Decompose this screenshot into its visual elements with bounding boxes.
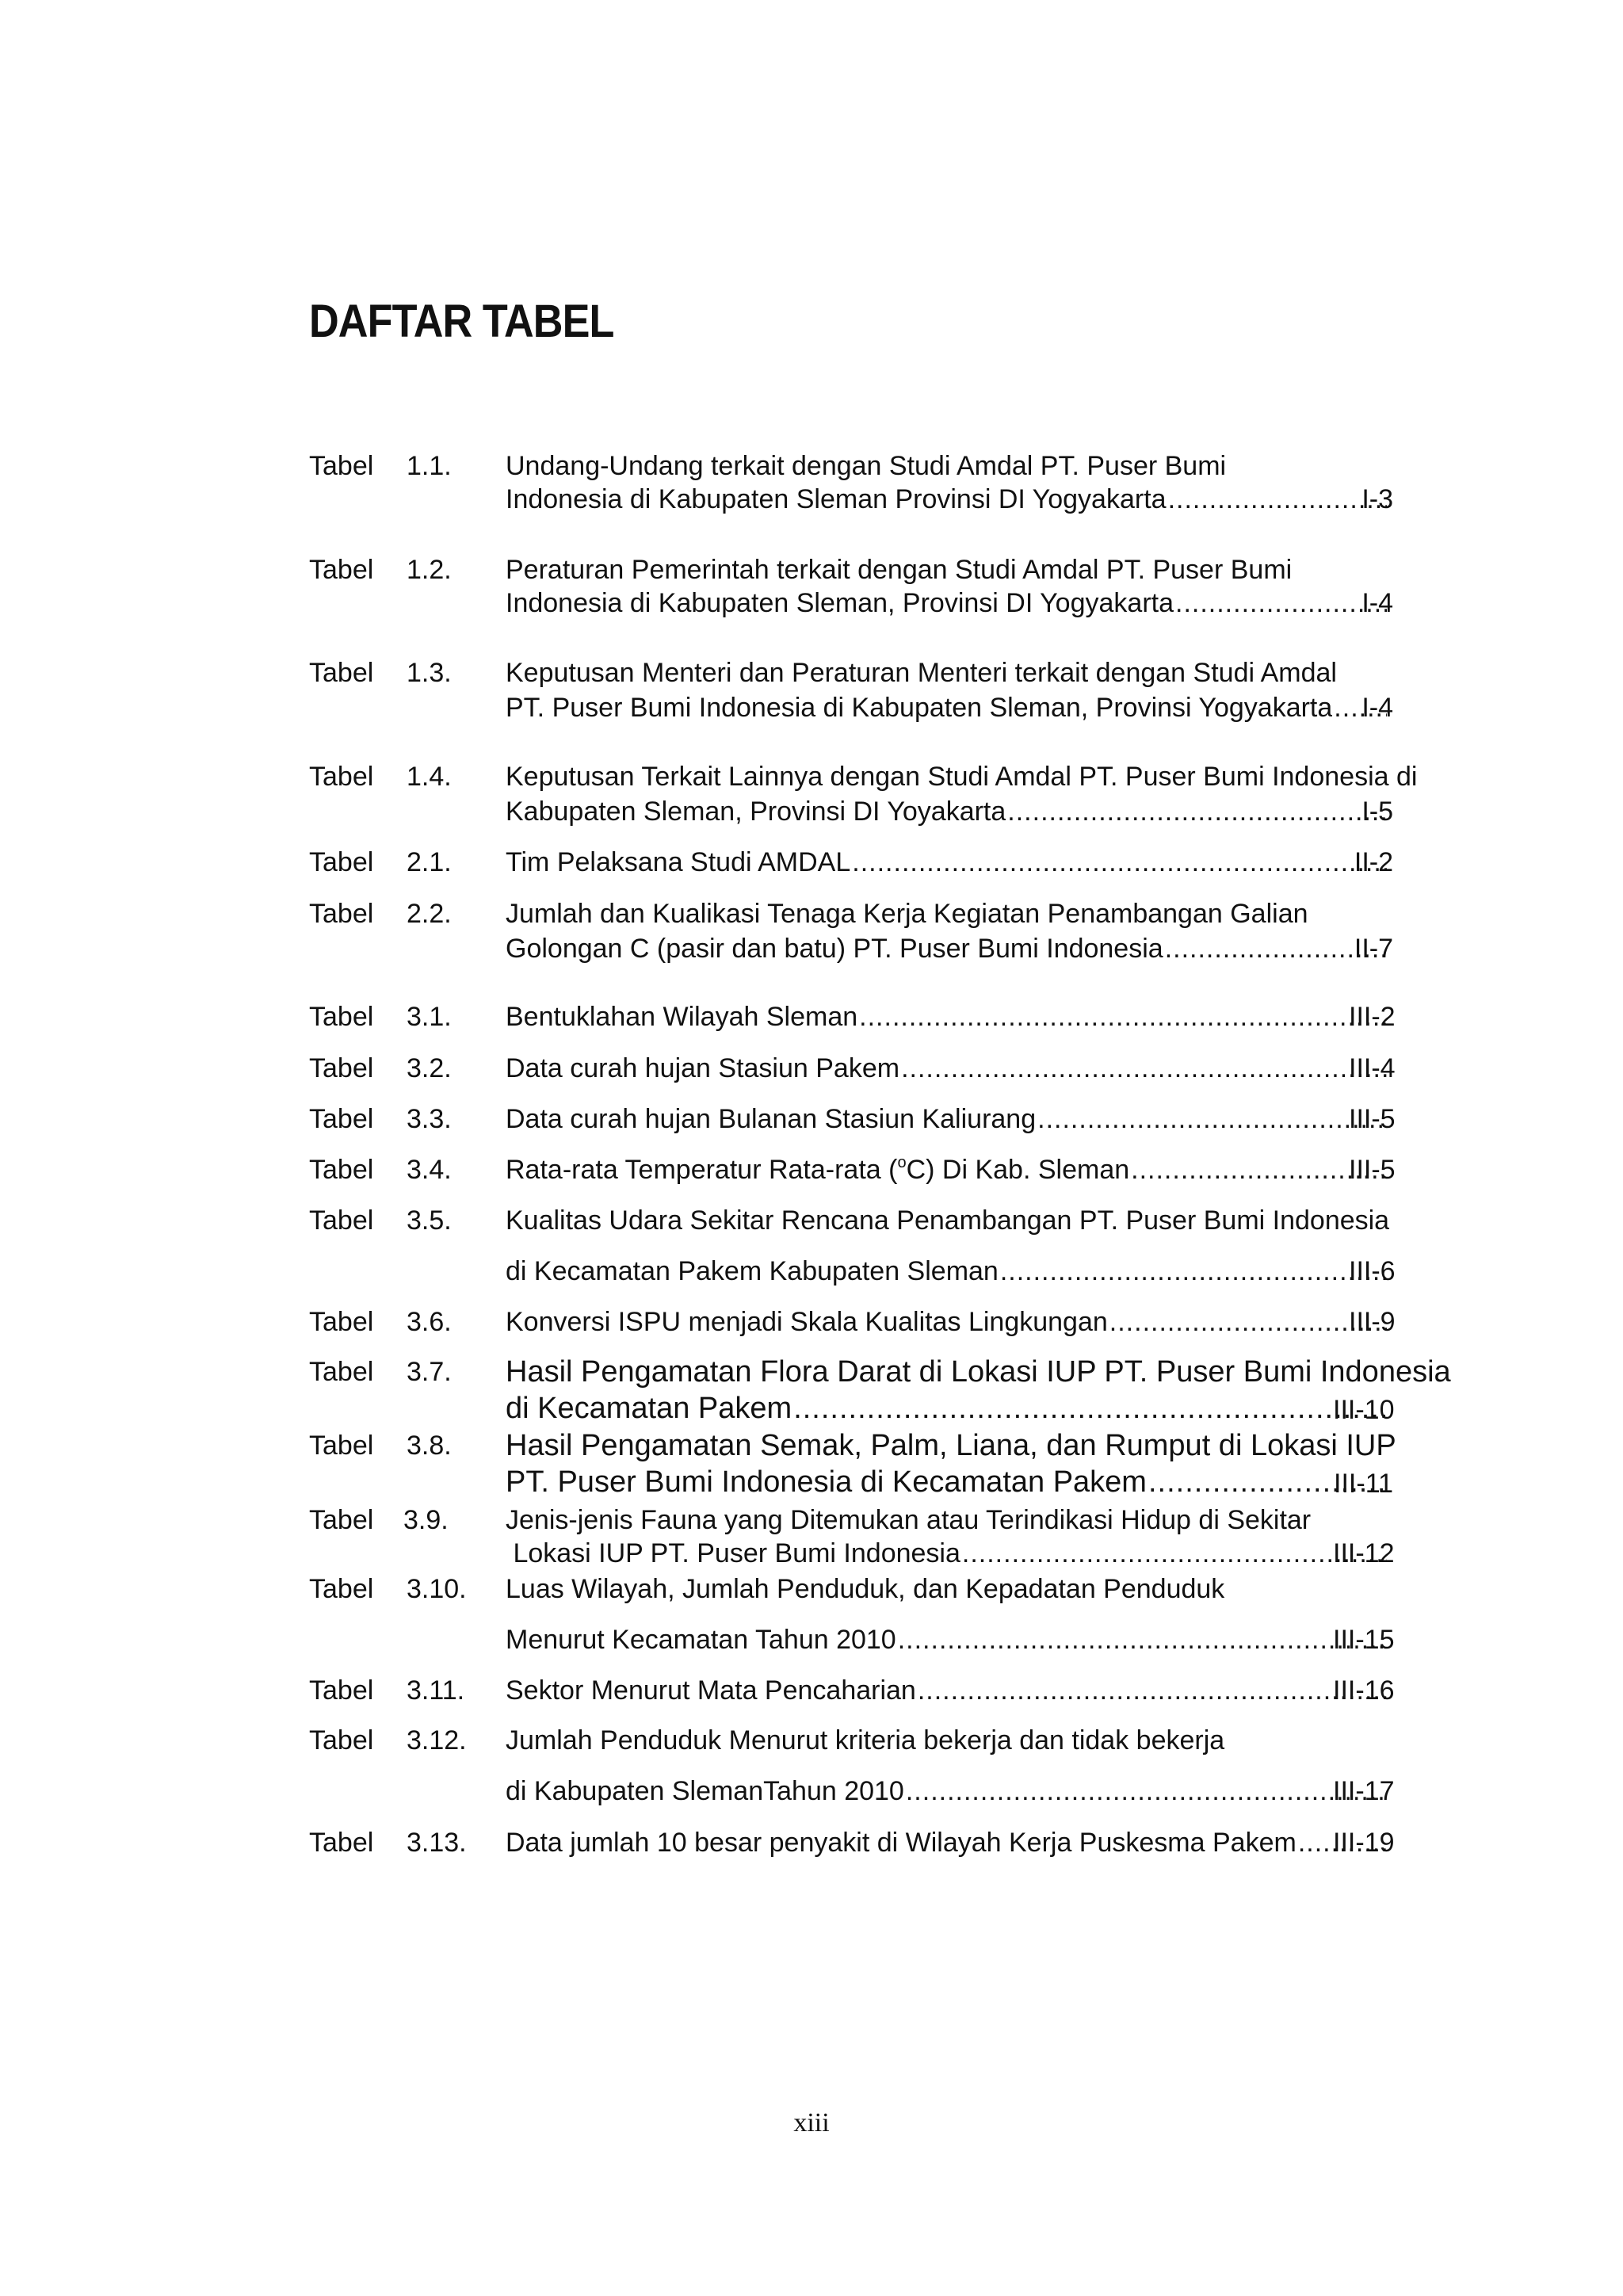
entry-title-line: Kualitas Udara Sekitar Rencana Penambangan PT. Puser Bumi Indonesia [506, 1205, 1390, 1236]
entry-number: 3.9. [403, 1505, 449, 1535]
entry-label: Tabel [309, 1053, 374, 1083]
entry-label: Tabel [309, 847, 374, 877]
entry-title-line: Data curah hujan Stasiun Pakem ..... [506, 1051, 1387, 1086]
page-number: xiii [793, 2108, 830, 2137]
entry-label: Tabel [309, 555, 374, 585]
entry-title-line: Jumlah Penduduk Menurut kriteria bekerja dan tidak bekerja [506, 1725, 1225, 1755]
page-title: DAFTAR TABEL [309, 296, 614, 347]
entry-title-line: Jenis-jenis Fauna yang Ditemukan atau Terindikasi Hidup di Sekitar [506, 1505, 1312, 1535]
entry-page: III-5 [1349, 1155, 1396, 1185]
entry-page: I-4 [1361, 693, 1393, 723]
entry-title-line: Indonesia di Kabupaten Sleman, Provinsi DI Yogyakarta ..... [506, 586, 1387, 621]
entry-label: Tabel [309, 1574, 374, 1604]
entry-number: 1.1. [407, 451, 452, 481]
entry-title-line: Golongan C (pasir dan batu) PT. Puser Bumi Indonesia ..... [506, 931, 1387, 966]
entry-number: 3.12. [407, 1725, 467, 1755]
entry-label: Tabel [309, 1675, 374, 1706]
entry-page: III-17 [1333, 1776, 1395, 1806]
entry-page: II-2 [1354, 847, 1393, 877]
entry-title-line: Hasil Pengamatan Flora Darat di Lokasi IUP PT. Puser Bumi Indonesia [506, 1355, 1451, 1389]
entry-title-line: Keputusan Menteri dan Peraturan Menteri terkait dengan Studi Amdal [506, 658, 1337, 688]
entry-label: Tabel [309, 899, 374, 929]
entry-number: 3.13. [407, 1828, 467, 1858]
entry-label: Tabel [309, 1155, 374, 1185]
entry-number: 3.5. [407, 1205, 452, 1236]
entry-title-line: di Kecamatan Pakem Kabupaten Sleman ..... [506, 1254, 1387, 1289]
entry-label: Tabel [309, 1725, 374, 1755]
entry-title-line: Lokasi IUP PT. Puser Bumi Indonesia ..... [506, 1536, 1387, 1571]
entry-title-line: Luas Wilayah, Jumlah Penduduk, dan Kepadatan Penduduk [506, 1574, 1225, 1604]
entry-title-line: Rata-rata Temperatur Rata-rata ($^o$C) Di Kab. Sleman ..... [506, 1152, 1387, 1187]
entry-page: II-7 [1354, 934, 1393, 964]
entry-label: Tabel [309, 1828, 374, 1858]
entry-number: 3.11. [407, 1675, 465, 1706]
entry-title-line: Peraturan Pemerintah terkait dengan Studi Amdal PT. Puser Bumi [506, 555, 1293, 585]
entry-title-line: Konversi ISPU menjadi Skala Kualitas Lingkungan ..... [506, 1305, 1387, 1339]
entry-page: III-10 [1333, 1395, 1395, 1425]
entry-page: III-4 [1349, 1053, 1396, 1083]
entry-label: Tabel [309, 1307, 374, 1337]
entry-label: Tabel [309, 1357, 374, 1387]
entry-page: III-2 [1349, 1002, 1396, 1032]
entry-number: 3.10. [407, 1574, 467, 1604]
entry-label: Tabel [309, 762, 374, 792]
entry-title-line: Data curah hujan Bulanan Stasiun Kaliurang ..... [506, 1102, 1387, 1137]
entry-page: I-4 [1361, 588, 1393, 618]
entry-title-line: Sektor Menurut Mata Pencaharian ..... [506, 1673, 1387, 1708]
entry-label: Tabel [309, 1431, 374, 1461]
entry-label: Tabel [309, 1205, 374, 1236]
entry-title-line: di Kabupaten SlemanTahun 2010 ..... [506, 1774, 1387, 1809]
entry-page: I-5 [1361, 797, 1393, 827]
entry-number: 3.2. [407, 1053, 452, 1083]
entry-title-line: Undang-Undang terkait dengan Studi Amdal PT. Puser Bumi [506, 451, 1227, 481]
entry-title-line: di Kecamatan Pakem ..... [506, 1391, 1387, 1426]
degree-superscript: o [897, 1154, 907, 1171]
entry-title-line: Indonesia di Kabupaten Sleman Provinsi DI Yogyakarta ..... [506, 482, 1387, 517]
entry-number: 2.2. [407, 899, 452, 929]
entry-label: Tabel [309, 1104, 374, 1134]
entry-title-line: Jumlah dan Kualikasi Tenaga Kerja Kegiatan Penambangan Galian [506, 899, 1308, 929]
entry-page: III-19 [1333, 1828, 1395, 1858]
entry-number: 3.6. [407, 1307, 452, 1337]
entry-number: 2.1. [407, 847, 452, 877]
entry-number: 3.8. [407, 1431, 452, 1461]
entry-title-line: Menurut Kecamatan Tahun 2010 ..... [506, 1622, 1387, 1657]
entry-title-line: Data jumlah 10 besar penyakit di Wilayah Kerja Puskesma Pakem ..... [506, 1825, 1387, 1860]
entry-title-line: Keputusan Terkait Lainnya dengan Studi Amdal PT. Puser Bumi Indonesia di [506, 762, 1418, 792]
entry-label: Tabel [309, 451, 374, 481]
entry-page: III-11 [1334, 1469, 1393, 1499]
entry-title-line: PT. Puser Bumi Indonesia di Kecamatan Pakem ..... [506, 1465, 1387, 1499]
entry-page: III-12 [1333, 1538, 1395, 1568]
entry-page: III-6 [1349, 1256, 1396, 1286]
entry-number: 3.3. [407, 1104, 452, 1134]
entry-number: 1.4. [407, 762, 452, 792]
entry-number: 1.3. [407, 658, 452, 688]
entry-page: III-5 [1349, 1104, 1396, 1134]
entry-title-line: Kabupaten Sleman, Provinsi DI Yoyakarta ..... [506, 794, 1387, 829]
entry-title-line: PT. Puser Bumi Indonesia di Kabupaten Sleman, Provinsi Yogyakarta ..... [506, 690, 1387, 725]
entry-page: I-3 [1361, 484, 1393, 514]
entry-label: Tabel [309, 1505, 374, 1535]
entry-title-line: Tim Pelaksana Studi AMDAL ..... [506, 845, 1387, 880]
entry-label: Tabel [309, 1002, 374, 1032]
entry-page: III-15 [1333, 1625, 1395, 1655]
entry-title-line: Bentuklahan Wilayah Sleman ..... [506, 999, 1387, 1034]
entry-page: III-9 [1349, 1307, 1396, 1337]
entry-number: 3.1. [407, 1002, 452, 1032]
entry-number: 1.2. [407, 555, 452, 585]
entry-label: Tabel [309, 658, 374, 688]
entry-page: III-16 [1333, 1675, 1395, 1706]
entry-number: 3.4. [407, 1155, 452, 1185]
entry-number: 3.7. [407, 1357, 452, 1387]
entry-title-line: Hasil Pengamatan Semak, Palm, Liana, dan Rumput di Lokasi IUP [506, 1429, 1396, 1462]
